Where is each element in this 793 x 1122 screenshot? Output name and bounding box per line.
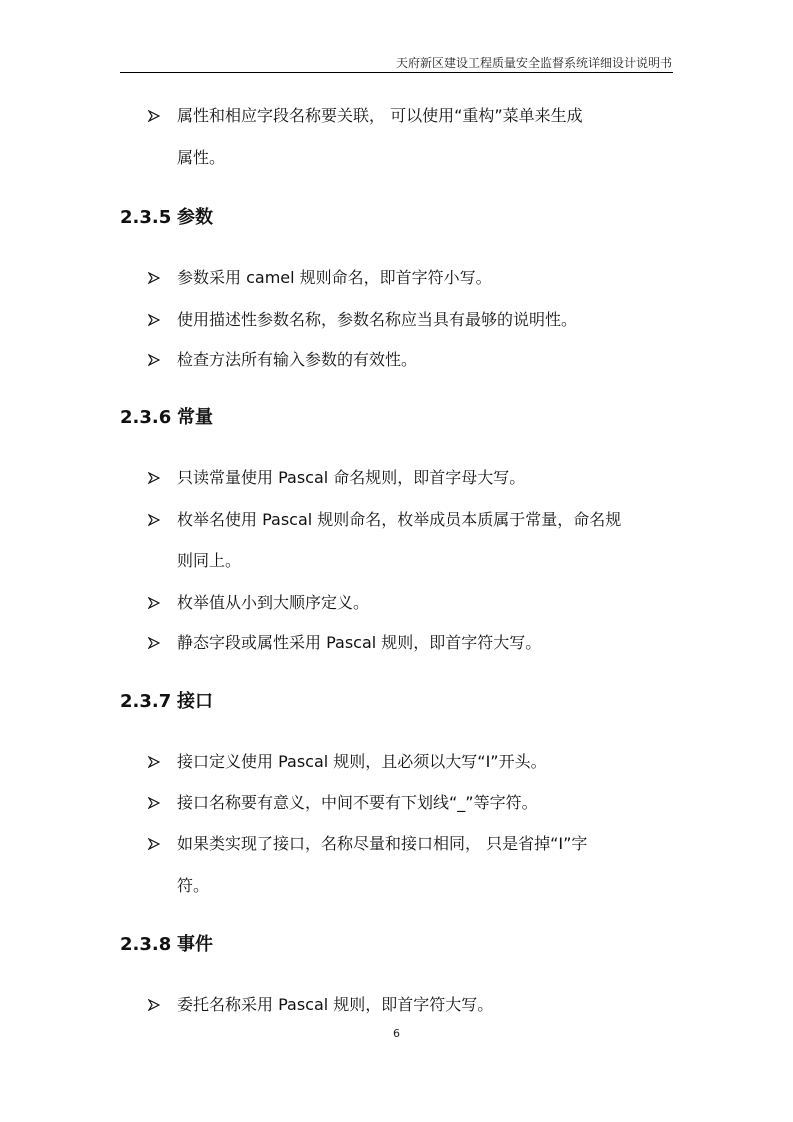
bullet-text-param-camel: 参数采用 camel 规则命名，即首字符小写。 [177, 268, 492, 287]
bullet-text-param-descriptive: 使用描述性参数名称，参数名称应当具有最够的说明性。 [177, 310, 578, 329]
bullet-text-class-implements-line2: 符。 [177, 876, 210, 895]
bullet-text-static-fields: 静态字段或属性采用 Pascal 规则，即首字符大写。 [177, 633, 542, 652]
header-divider [120, 72, 673, 73]
arrowhead-bullet-icon [148, 835, 168, 853]
bullet-text-enum-naming-line2: 则同上。 [177, 551, 242, 570]
arrowhead-bullet-icon [148, 996, 168, 1014]
section-number: 2.3.5 [120, 207, 172, 228]
bullet-text-delegate-naming: 委托名称采用 Pascal 规则，即首字符大写。 [177, 995, 494, 1014]
section-heading-interfaces [120, 692, 213, 712]
bullet-text-properties-line2: 属性。 [177, 148, 226, 167]
bullet-text-properties-line1: 属性和相应字段名称要关联， 可以使用“重构”菜单来生成 [177, 106, 583, 125]
arrowhead-bullet-icon [148, 469, 168, 487]
arrowhead-bullet-icon [148, 594, 168, 612]
bullet-text-interface-prefix: 接口定义使用 Pascal 规则，且必须以大写“I”开头。 [177, 752, 547, 771]
section-heading-parameters [120, 208, 213, 228]
section-title: 参数 [177, 207, 213, 228]
section-title: 常量 [177, 407, 213, 428]
arrowhead-bullet-icon [148, 107, 168, 125]
bullet-text-enum-naming-line1: 枚举名使用 Pascal 规则命名，枚举成员本质属于常量，命名规 [177, 510, 622, 529]
arrowhead-bullet-icon [148, 794, 168, 812]
bullet-text-readonly-const: 只读常量使用 Pascal 命名规则，即首字母大写。 [177, 468, 526, 487]
running-header: 天府新区建设工程质量安全监督系统详细设计说明书 [395, 56, 672, 70]
section-number: 2.3.6 [120, 407, 172, 428]
bullet-text-param-validate: 检查方法所有输入参数的有效性。 [177, 350, 418, 369]
section-title: 接口 [177, 691, 213, 712]
arrowhead-bullet-icon [148, 753, 168, 771]
page-number: 6 [393, 1027, 400, 1040]
bullet-text-class-implements-line1: 如果类实现了接口，名称尽量和接口相同， 只是省掉“I”字 [177, 834, 588, 853]
arrowhead-bullet-icon [148, 634, 168, 652]
section-number: 2.3.8 [120, 934, 172, 955]
arrowhead-bullet-icon [148, 269, 168, 287]
arrowhead-bullet-icon [148, 351, 168, 369]
arrowhead-bullet-icon [148, 511, 168, 529]
section-number: 2.3.7 [120, 691, 172, 712]
bullet-text-interface-meaningful: 接口名称要有意义，中间不要有下划线“_”等字符。 [177, 793, 538, 812]
bullet-text-enum-order: 枚举值从小到大顺序定义。 [177, 593, 370, 612]
arrowhead-bullet-icon [148, 311, 168, 329]
section-title: 事件 [177, 934, 213, 955]
section-heading-constants [120, 408, 213, 428]
section-heading-events [120, 935, 213, 955]
